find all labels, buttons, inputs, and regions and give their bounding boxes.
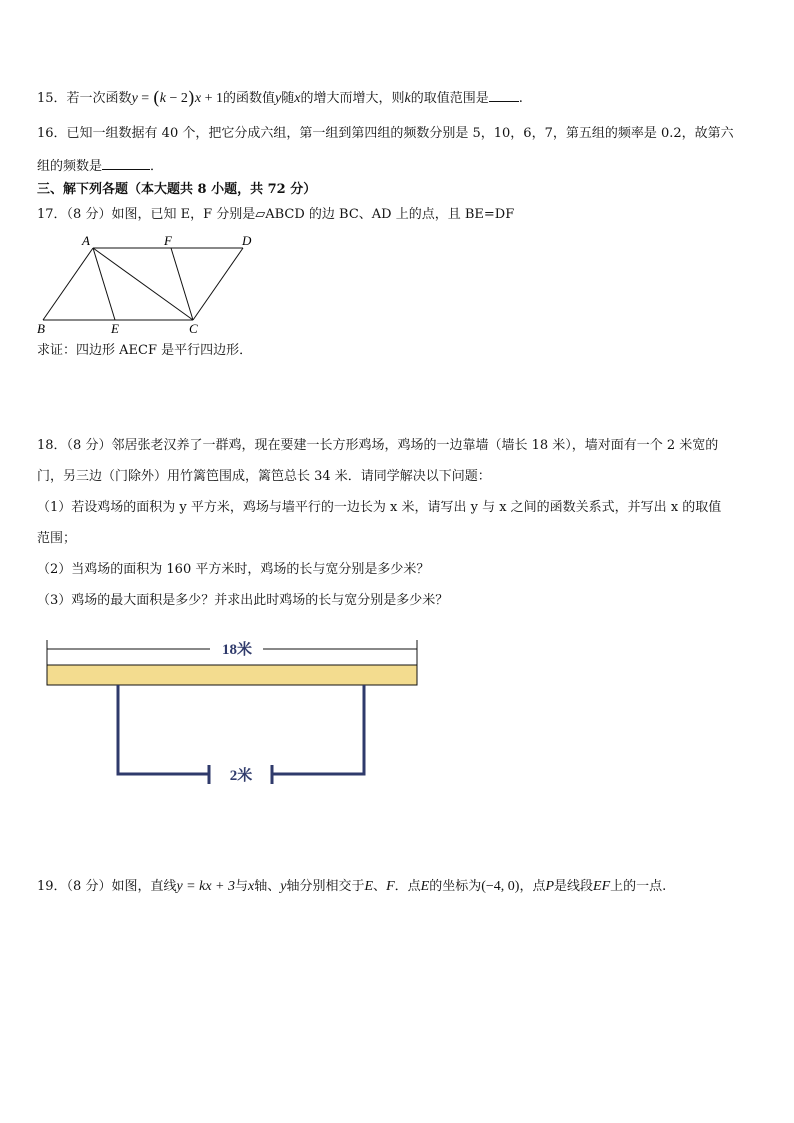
q19-F: F	[386, 879, 395, 894]
q19-end: 上的一点.	[610, 879, 667, 894]
q17-line1: 17．（8 分）如图，已知 E，F 分别是▱ABCD 的边 BC、AD 上的点，且 BE=DF	[37, 207, 515, 222]
q15-mid1: 的函数值	[223, 91, 276, 106]
q19-sep: 、	[373, 879, 387, 894]
q19-mid7: 是线段	[554, 879, 594, 894]
q18-line2: 门，另三边（门除外）用竹篱笆围成，篱笆总长 34 米．请同学解决以下问题：	[37, 469, 491, 484]
fence-left-section	[118, 685, 209, 774]
q19-E: E	[364, 879, 374, 894]
q16-line2-end: ．	[150, 159, 164, 174]
q18-sub1-line2: 范围；	[37, 531, 77, 546]
q15-number: 15．	[37, 91, 67, 106]
label-F: F	[164, 233, 172, 248]
wall	[47, 665, 417, 685]
q15-var-k: k	[159, 91, 166, 106]
q19-mid6: ，点	[519, 879, 546, 894]
q16-line2	[37, 157, 163, 176]
q19-mid4: ．点	[394, 879, 421, 894]
question-15	[37, 89, 523, 108]
q15-rparen: )	[187, 88, 195, 109]
edge-AB	[43, 248, 93, 320]
q19-eq-y: y	[176, 879, 183, 894]
q19-mid3: 轴分别相交于	[286, 879, 365, 894]
q15-lparen: (	[152, 88, 160, 109]
section-3-heading: 三、解下列各题（本大题共 8 小题，共 72 分）	[37, 182, 317, 197]
q19-y: y	[280, 879, 287, 894]
q19-pre: 19．（8 分）如图，直线	[37, 879, 177, 894]
label-D: D	[242, 233, 252, 248]
q19-mid2: 轴、	[254, 879, 281, 894]
q15-mid2: 随	[281, 91, 295, 106]
q15-eq: =	[137, 91, 153, 106]
q15-var-y2: y	[275, 91, 282, 106]
door-width-label: 2米	[229, 768, 253, 784]
q19-mid5: 的坐标为	[429, 879, 482, 894]
q15-var-k2: k	[404, 91, 411, 106]
q15-plus1: + 1	[201, 91, 223, 106]
q15-var-x: x	[194, 91, 202, 106]
q15-mid3: 的增大而增大，则	[300, 91, 405, 106]
q19-E2: E	[420, 879, 430, 894]
label-B: B	[37, 321, 45, 336]
q15-mid4: 的取值范围是	[410, 91, 489, 106]
diagonal-AC	[93, 248, 193, 320]
q18-sub3: （3）鸡场的最大面积是多少？并求出此时鸡场的长与宽分别是多少米？	[37, 593, 449, 608]
wall-length-label: 18米	[221, 642, 253, 658]
label-C: C	[189, 321, 198, 336]
question-19	[37, 878, 666, 896]
q15-var-y: y	[131, 91, 138, 106]
segment-AE	[93, 248, 115, 320]
q15-end: .	[518, 91, 523, 106]
q15-answer-blank[interactable]	[489, 89, 519, 102]
label-A: A	[82, 233, 90, 248]
q19-EF: EF	[593, 879, 611, 894]
q15-minus2: − 2	[165, 91, 188, 106]
q15-text-pre: 若一次函数	[66, 91, 132, 106]
q18-sub1-line1: （1）若设鸡场的面积为 y 平方米，鸡场与墙平行的一边长为 x 米，请写出 y 与 x 之间的函数关系式，并写出 x 的取值	[37, 500, 722, 515]
fence-right-section	[272, 685, 364, 774]
q19-mid1: 与	[235, 879, 249, 894]
q19-P: P	[545, 879, 555, 894]
q18-sub2: （2）当鸡场的面积为 160 平方米时，鸡场的长与宽分别是多少米？	[37, 562, 430, 577]
q19-x: x	[248, 879, 255, 894]
edge-DC	[193, 248, 243, 320]
q19-coord: (−4, 0)	[481, 879, 520, 894]
q16-answer-blank[interactable]	[102, 157, 150, 170]
q18-line1: 18．（8 分）邻居张老汉养了一群鸡，现在要建一长方形鸡场，鸡场的一边靠墙（墙长 18 米），墙对面有一个 2 米宽的	[37, 438, 719, 453]
q17-prove: 求证：四边形 AECF 是平行四边形．	[37, 343, 253, 358]
q16-line2-pre: 组的频数是	[37, 159, 103, 174]
label-E: E	[111, 321, 119, 336]
q16-line1: 16．已知一组数据有 40 个，把它分成六组，第一组到第四组的频数分别是 5，10，6，7，第五组的频率是 0.2，故第六	[37, 126, 734, 141]
q19-eq-rest: = kx + 3	[182, 879, 235, 894]
segment-FC	[171, 248, 193, 320]
q15-var-x2: x	[294, 91, 301, 106]
